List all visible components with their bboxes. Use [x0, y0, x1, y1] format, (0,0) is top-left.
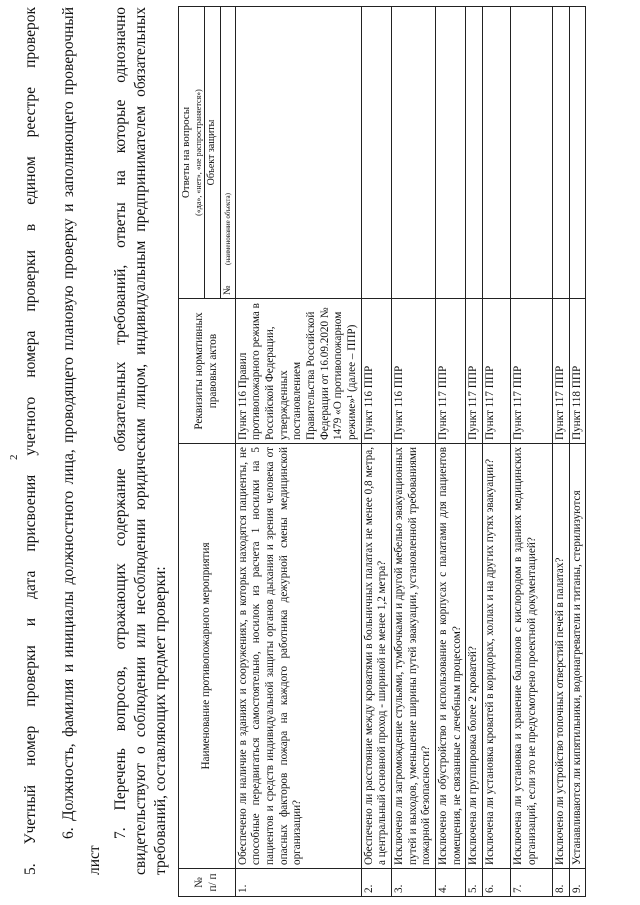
- table-body: [235, 7, 585, 897]
- table-row: [392, 7, 436, 897]
- row-number: 7.: [510, 869, 552, 897]
- header-num: № п/ п: [179, 869, 236, 897]
- row-number: 9.: [569, 869, 586, 897]
- row-answer-cell: [510, 7, 552, 299]
- table-row: [466, 7, 483, 897]
- row-question: Исключена ли группировка более 2 кроватей?: [466, 444, 483, 869]
- row-number: 6.: [482, 869, 510, 897]
- row-legal-ref: Пункт 117 ППР: [510, 299, 552, 444]
- row-number: 5.: [466, 869, 483, 897]
- row-answer-cell: [361, 7, 391, 299]
- row-question: Обеспечено ли наличие в зданиях и сооружениях, в которых находятся пациенты, не способные передвигаться самостоятельно, носилок из расчета 1 носилки на 5 пациентов и средств индивидуальной защиты органов дыхания и зрения человека от опасных факторов пожара на каждого работника дежурной смены медицинской организации?: [235, 444, 361, 869]
- row-answer-cell: [466, 7, 483, 299]
- row-question: Исключена ли установка кроватей в коридорах, холлах и на других путях эвакуации?: [482, 444, 510, 869]
- row-legal-ref: Пункт 117 ППР: [435, 299, 465, 444]
- row-number: 8.: [552, 869, 569, 897]
- table-header-row: [179, 7, 205, 897]
- header-answers: [179, 7, 205, 299]
- table-row: [361, 7, 391, 897]
- item-5-record-number: 5. Учетный номер проверки и дата присвоения учетного номера проверки в едином реестре проверок: [22, 7, 39, 875]
- row-legal-ref: Пункт 117 ППР: [552, 299, 569, 444]
- row-question: Устанавливаются ли кипятильники, водонагреватели и титаны, стерилизуются: [569, 444, 586, 869]
- table-row: [235, 7, 361, 897]
- table-row: [552, 7, 569, 897]
- row-number: 2.: [361, 869, 391, 897]
- header-legal-refs: Реквизиты нормативных правовых актов: [179, 299, 236, 444]
- item-6-continuation: лист: [86, 845, 103, 875]
- row-question: Исключено ли устройство топочных отверстий печей в палатах?: [552, 444, 569, 869]
- row-question: Исключено ли обустройство и использование в корпусах с палатами для пациентов помещения, не связанные с лечебным процессом?: [435, 444, 465, 869]
- row-answer-cell: [235, 7, 361, 299]
- row-number: 3.: [392, 869, 436, 897]
- header-measure-name: Наименование противопожарного мероприятия: [179, 444, 236, 869]
- header-object: Объект защиты: [205, 7, 220, 299]
- row-answer-cell: [552, 7, 569, 299]
- row-question: Исключено ли загромождение стульями, тумбочками и другой мебелью эвакуационных путей и выходов, уменьшение ширины путей эвакуации, установленной требованиями пожарной безопасности?: [392, 444, 436, 869]
- table-row: [510, 7, 552, 897]
- row-answer-cell: [482, 7, 510, 299]
- row-answer-cell: [569, 7, 586, 299]
- row-answer-cell: [435, 7, 465, 299]
- row-answer-cell: [392, 7, 436, 299]
- row-legal-ref: Пункт 117 ППР: [466, 299, 483, 444]
- row-question: Исключена ли установка и хранение баллонов с кислородом в зданиях медицинских организаций, если это не предусмотрено проектной документацией?: [510, 444, 552, 869]
- item-6-official: 6. Должность, фамилия и инициалы должностного лица, проводящего плановую проверку и заполняющего проверочный: [60, 7, 77, 839]
- header-object-num-label: №: [221, 285, 233, 295]
- header-answers-label: Ответы на вопросы: [180, 106, 192, 199]
- item-7-list-line2: свидетельствуют о соблюдении или несоблюдении юридическим лицом, индивидуальным предпринимателем обязательных: [132, 7, 149, 875]
- header-answers-sub: («да», «нет», «не распространяется»): [193, 89, 203, 216]
- row-legal-ref: Пункт 116 ППР: [361, 299, 391, 444]
- row-legal-ref: Пункт 117 ППР: [482, 299, 510, 444]
- header-object-sub: (наименование объекта): [223, 193, 232, 265]
- row-legal-ref: Пункт 118 ППР: [569, 299, 586, 444]
- checklist-table: [178, 6, 586, 897]
- table-row: [435, 7, 465, 897]
- row-question: Обеспечено ли расстояние между кроватями в больничных палатах не менее 0,8 метра, а центральный основной проход - шириной не менее 1,2 метра?: [361, 444, 391, 869]
- table-row: [482, 7, 510, 897]
- row-legal-ref: Пункт 116 ППР: [392, 299, 436, 444]
- header-object-num: [220, 7, 235, 299]
- item-7-list-line3: требований, составляющих предмет проверки:: [152, 566, 169, 875]
- row-legal-ref: Пункт 116 Правил противопожарного режима в Российской Федерации, утвержденных постановлением Правительства Российской Федерации от 16.09.2020 № 1479 «О противопожарном режиме»¹ (далее – ППР): [235, 299, 361, 444]
- row-number: 4.: [435, 869, 465, 897]
- row-number: 1.: [235, 869, 361, 897]
- table-row: [569, 7, 586, 897]
- item-7-list-line1: 7. Перечень вопросов, отражающих содержание обязательных требований, ответы на которые однозначно: [112, 7, 129, 839]
- page-number: 2: [8, 454, 20, 460]
